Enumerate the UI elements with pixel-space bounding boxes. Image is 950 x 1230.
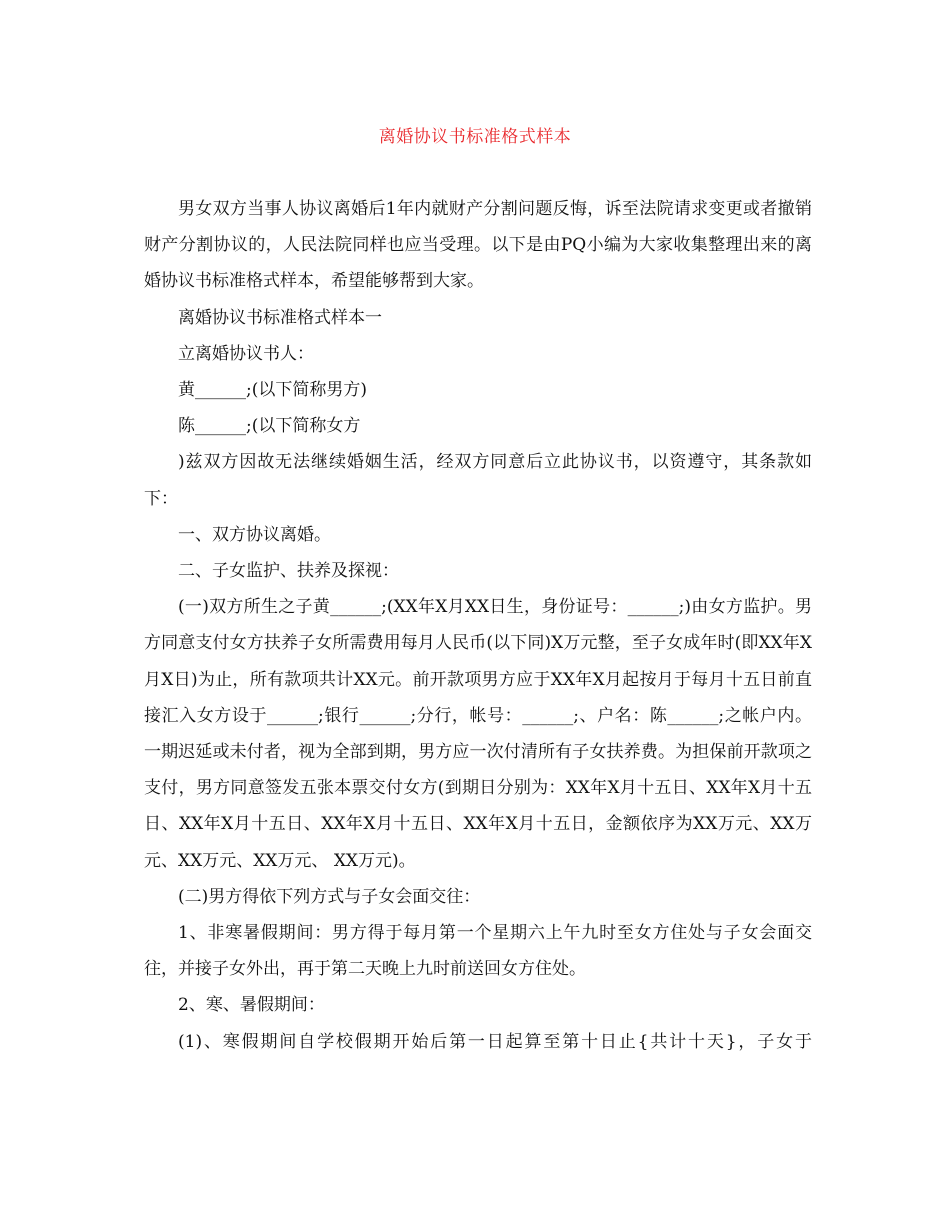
paragraph-holiday-heading: 2、寒、暑假期间：	[178, 995, 325, 1016]
paragraph-clause-1: 一、双方协议离婚。	[178, 524, 331, 545]
document-body	[144, 191, 812, 1060]
paragraph-clause-2: 二、子女监护、扶养及探视：	[178, 561, 399, 582]
paragraph-non-holiday: 1、非寒暑假期间：男方得于每月第一个星期六上午九时至女方住处与子女会面交往，并接子女外出，再于第二天晚上九时前送回女方住处。	[144, 923, 812, 980]
paragraph-party-female: 陈______;(以下简称女方	[178, 416, 361, 437]
paragraph-sample-heading: 离婚协议书标准格式样本一	[178, 307, 382, 328]
paragraph-winter-holiday: (1)、寒假期间自学校假期开始后第一日起算至第十日止{共计十天}，子女于	[178, 1031, 812, 1052]
document-title: 离婚协议书标准格式样本	[378, 127, 572, 147]
paragraph-party-male: 黄______;(以下简称男方)	[178, 380, 367, 401]
paragraph-preamble: )兹双方因故无法继续婚姻生活，经双方同意后立此协议书，以资遵守，其条款如下：	[144, 452, 812, 509]
paragraph-intro: 男女双方当事人协议离婚后1年内就财产分割问题反悔，诉至法院请求变更或者撤销财产分割协议的，人民法院同样也应当受理。以下是由PQ小编为大家收集整理出来的离婚协议书标准格式样本，希望能够帮到大家。	[144, 199, 812, 292]
paragraph-custody-support: (一)双方所生之子黄______;(XX年X月XX日生，身份证号：______;)由女方监护。男方同意支付女方扶养子女所需费用每月人民币(以下同)X万元整，至子女成年时(即XX年X月X日)为止，所有款项共计XX元。前开款项男方应于XX年X月起按月于每月十五日前直接汇入女方设于______;银行______;分行，帐号：______;、户名：陈______;之帐户内。一期迟延或未付者，视为全部到期，男方应一次付清所有子女扶养费。为担保前开款项之支付，男方同意签发五张本票交付女方(到期日分别为：XX年X月十五日、XX年X月十五日、XX年X月十五日、XX年X月十五日、XX年X月十五日，金额依序为XX万元、XX万元、XX万元、XX万元、 XX万元)。	[144, 597, 812, 871]
paragraph-parties-label: 立离婚协议书人：	[178, 343, 314, 364]
paragraph-visitation-heading: (二)男方得依下列方式与子女会面交往：	[178, 886, 481, 907]
